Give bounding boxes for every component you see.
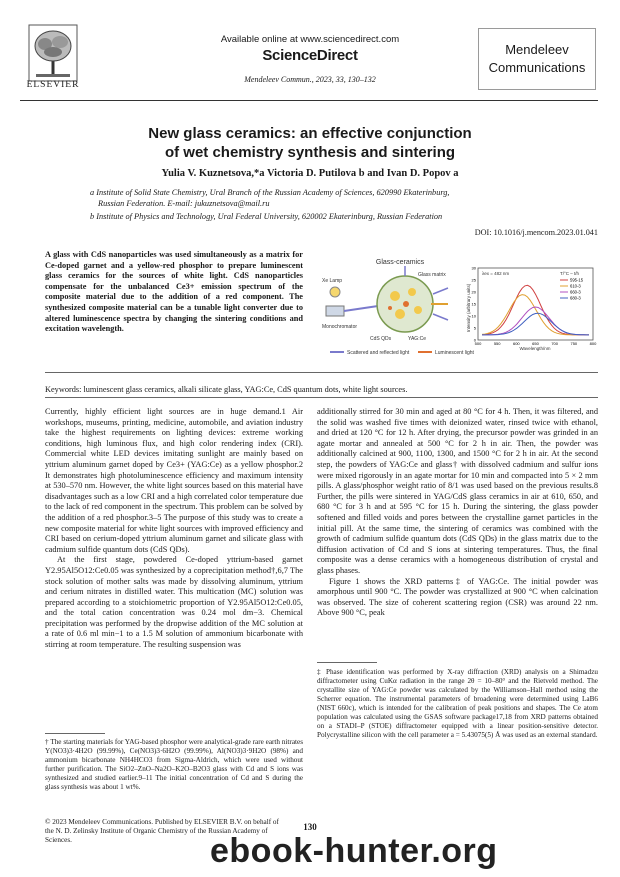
body-paragraph: Currently, highly efficient light sources are in huge demand.1 Air workshops, museums, printing, medicine, automobile, and aviation industry take the highest requirements on lighting devices: extreme working conditions, high luminous flux, and high color rendering index (CRI). Commercial white LED devices imitating sunlight are mainly based on yttrium aluminum garnet doped by Ce3+ (YAG:Ce) as a yellow phosphor.2 It demonstrates high photoluminescence efficiency and maximum intensity at 530–570 nm. However, the white light sources based on this material have disadvantages such as a low CRI and a high correlated color temperature due to the lack of red component in the spectrum. This problem can be solved by the addition of a red phosphor.3–5 The purpose of this study was to create a new composite material for white light sources with improved efficiency and CRI based on cerium-doped yttrium aluminum garnet and silicate glass with cadmium sulfide quantum dots (CdS QDs). [45, 407, 303, 554]
body-paragraph: additionally stirred for 30 min and aged at 80 °C for 4 h. Then, it was filtered, and the solid was washed five times with deionized water, rinsed twice with ethanol, and dried at 120 °C for 12 h. After drying, the precursor powder was grinded in an agate mortar and annealed at 500 °C for 2 h in air. Then, the powder was additionally calcined at 900, 1100, 1300, and 1500 °C for 2 h in air. At the second step, the powders of YAG:Ce and glass† with dissolved cadmium and sulfur ions were mixed rigorously in an agate mortar for 10 min and compacted into 5 × 2 mm pills. A glass/phosphor weight ratio of 8/1 was used based on the previous results.8 Further, the pills were sintered in YAG/CdS glass ceramics in air at 610, 650, and 680 °C for 3 h and at 595 °C for 15 h. During the sintering, the glass powder softened and filled voids and pores between the crystalline garnet particles in the initial pill. At the same time, the sintering of ceramics was combined with the growth of cadmium sulfide quantum dots (CdS QDs) in the glass matrix due to the diffusion activation of Cd and S ions at sintering temperatures. Thus, the final composite was a dense ceramics with a homogeneous distribution of crystal and glass phases. [317, 407, 598, 575]
graphical-abstract [320, 254, 598, 362]
inset-ytick-label: 20 [471, 289, 476, 295]
journal-reference: Mendeleev Commun., 2023, 33, 130–132 [244, 75, 376, 84]
monochromator-icon [326, 306, 344, 316]
inset-xtick-label: 800 [589, 341, 597, 346]
affiliation-a-line2: Russian Federation. E-mail: jukuznetsova@mail.ru [98, 199, 270, 208]
affiliation-a [90, 187, 598, 209]
affiliation-a-line1: a Institute of Solid State Chemistry, Ural Branch of the Russian Academy of Sciences, 620990 Ekaterinburg, [90, 188, 450, 197]
sciencedirect-logo: ScienceDirect [262, 47, 358, 64]
lamp-icon [330, 287, 340, 297]
ga-cds: CdS QDs [370, 336, 392, 342]
journal-name-line2: Communications [488, 60, 586, 75]
copyright-notice: © 2023 Mendeleev Communications. Published by ELSEVIER B.V. on behalf of the N. D. Zelinsky Institute of Organic Chemistry of the Russian Academy of Sciences. [45, 818, 279, 844]
journal-name-box [478, 28, 596, 90]
abstract-rule [45, 372, 598, 373]
inset-xtick-label: 600 [512, 341, 520, 346]
article-title [60, 124, 560, 162]
ga-xe-lamp: Xe Lamp [322, 278, 343, 284]
ga-legend-luminescent: Luminescent light [435, 350, 474, 356]
ga-glass-matrix: Glass matrix [418, 272, 446, 278]
publisher-wordmark: ELSEVIER [26, 80, 80, 90]
journal-name-line1: Mendeleev [505, 42, 569, 57]
inset-xtick-label: 550 [493, 341, 501, 346]
inset-ylabel: Intensity (arbitrary units) [466, 283, 471, 332]
title-line-2: of wet chemistry synthesis and sintering [164, 144, 456, 161]
inset-xtick-label: 750 [570, 341, 578, 346]
inset-xtick-label: 700 [551, 341, 559, 346]
inset-ytick-label: 0 [473, 337, 476, 343]
inset-xtick-label: 650 [532, 341, 539, 346]
elsevier-tree-logo [28, 24, 78, 82]
ga-title: Glass-ceramics [375, 259, 425, 266]
header-rule [20, 100, 598, 101]
footnote-materials: † The starting materials for YAG-based phosphor were analytical-grade rare earth nitrates Y(NO3)3·4H2O (99.99%), Ce(NO3)3·6H2O (99.99%), Al(NO3)3·9H2O (98%) and ammonium bicarbonate NH4HCO3 from Sigma-Aldrich, which were used without further purification. The SiO2–ZnO–Na2O–K2O–B2O3 glass with Cd and S ions was synthesized and studied earlier.9–11 The initial concentration of Cd and S during the glass synthesis was about 1 wt%. [45, 738, 303, 791]
abstract-text: A glass with CdS nanoparticles was used simultaneously as a matrix for Ce-doped garnet and a yellow-red phosphor to prepare luminescent glass ceramics for the sources of white light. CdS nanoparticles compensate for the unbalanced Ce3+ emission spectrum of the composite material due to the addition of a red component. The synthesized composite material can be a tunable light converter due to altered luminescence spectra by changing the sintering conditions and excitation wavelength. [45, 250, 303, 334]
inset-xtick-label: 500 [474, 341, 482, 346]
body-column-left [45, 407, 303, 651]
author-list: Yulia V. Kuznetsova,*a Victoria D. Putilova b and Ivan D. Popov a [161, 168, 459, 179]
inset-temp: T/°C – t/h [560, 271, 580, 276]
doi-link[interactable]: DOI: 10.1016/j.mencom.2023.01.041 [474, 228, 598, 237]
available-online-text: Available online at www.sciencedirect.com [220, 34, 400, 45]
body-paragraph: At the first stage, powdered Ce-doped yttrium-based garnet Y2.95Al5O12:Ce0.05 was synthesized by a coprecipitation method†,6,7 The stock solution of mother salts was made by dissolving aluminum, yttrium and cerium nitrates in distilled water. This multication (MC) solution was prepared according to a stoichiometric proportion of Y2.95Al5O12:Ce0.05, and the total cation concentration was 0.24 mol dm−3. Chemical precipitation was performed by the dropwise addition of the MC solution at a rate of 0.6 ml min−1 to a 1.5 M solution of ammonium bicarbonate with stirring at room temperature. The resulting suspension was [45, 555, 303, 650]
inset-legend-label: 660-3 [570, 289, 581, 295]
inset-ytick-label: 15 [471, 301, 476, 307]
inset-ytick-label: 30 [471, 265, 476, 271]
inset-lambda: λex = 482 nm [482, 271, 510, 276]
footnote-rule [45, 733, 105, 734]
inset-ytick-label: 10 [471, 313, 476, 319]
inset-ytick-label: 5 [473, 325, 476, 331]
keywords-rule [45, 397, 598, 398]
ga-yag: YAG:Ce [408, 336, 426, 342]
keywords-line: Keywords: luminescent glass ceramics, alkali silicate glass, YAG:Ce, CdS quantum dots, white light sources. [45, 385, 408, 394]
body-paragraph: Figure 1 shows the XRD patterns‡ of YAG:Ce. The initial powder was amorphous until 900 °C. The powder was crystallized at 900 °C when calcination was observed. The size of coherent scattering region (CSR) was around 22 nm. Above 900 °C, peak [317, 576, 598, 618]
inset-ytick-label: 25 [471, 277, 476, 283]
inset-legend-label: 680-3 [570, 295, 581, 301]
ga-legend-scattered: Scattered and reflected light [347, 350, 410, 356]
inset-plot [466, 266, 597, 352]
watermark-text: ebook-hunter.org [210, 832, 498, 870]
title-line-1: New glass ceramics: an effective conjunction [148, 125, 472, 142]
body-column-right [317, 407, 598, 619]
ga-monochromator: Monochromator [322, 324, 358, 330]
footnote-rule [317, 662, 377, 663]
affiliation-b: b Institute of Physics and Technology, Ural Federal University, 620002 Ekaterinburg, Russian Federation [90, 212, 443, 221]
inset-xlabel: Wavelength/nm [519, 346, 551, 351]
inset-legend-label: 610-3 [570, 283, 581, 289]
inset-legend-label: 595-15 [570, 277, 584, 283]
page-number: 130 [303, 822, 317, 832]
footnote-xrd: ‡ Phase identification was performed by X-ray diffraction (XRD) analysis on a Shimadzu diffractometer using CuKα radiation in the range 2θ = 10–80° and the Rietveld method. The crystallite size of YAG:Ce powder was calculated by the Williamson–Hall method using the Scherrer equation. The instrumental parameters of broadening were determined using LaB6 (NIST 660c), which is intended for the calibration of peak positions and shapes. The Ce atom population was calculated using the GSAS software package17,18 from XRD patterns obtained on a STADI–P (STOE) diffractometer equipped with a linear position-sensitive detector. Polycrystalline silicon with the cell parameter a = 5.43075(5) Å was used as an external standard. [317, 668, 598, 739]
